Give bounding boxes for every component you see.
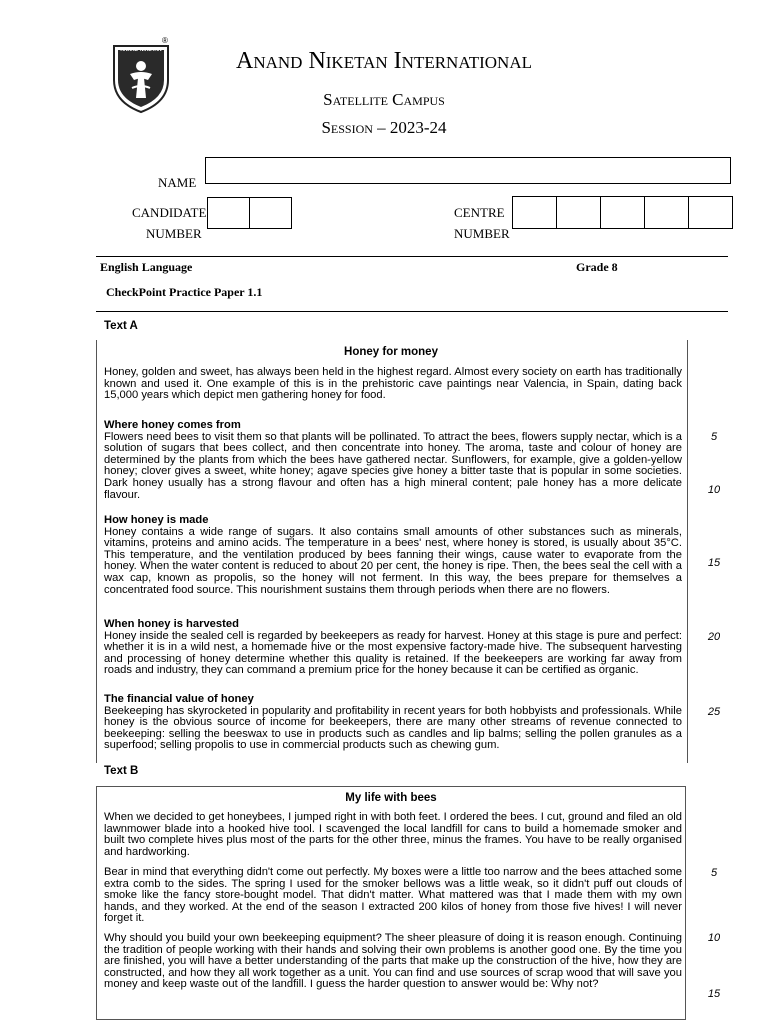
centre-number-box-2[interactable]: [556, 196, 601, 229]
text-b-label: Text B: [104, 765, 139, 777]
name-label: NAME: [158, 175, 197, 190]
grade: Grade 8: [576, 260, 618, 274]
candidate-number-box-1[interactable]: [207, 197, 250, 229]
text-a-section-2-body: Honey contains a wide range of sugars. It also contains small amounts of other substances such as minerals, vitamins, proteins and amino acids. The temperature in a bees' nest, where honey is stored, is usually about 35°C. This temperature, and the ventilation produced by bees fanning their wings, cause water to evaporate from the honey. When the water content is reduced to about 20 per cent, the honey is ripe. Then, the bees seal the cell with a wax cap, known as propolis, so the honey will not ferment. In this way, the bees prepare for themselves a concentrated food source. This nourishment sustains them through periods when there are no flowers.: [104, 525, 682, 596]
centre-number-label: NUMBER: [454, 226, 510, 241]
text-a-line-number: 20: [707, 631, 721, 643]
text-a-line-number: 5: [710, 431, 718, 443]
text-a-section-2: [104, 515, 682, 596]
text-a-section-4: [104, 694, 682, 752]
text-a-line-number: 15: [707, 557, 721, 569]
text-b-paragraph-2: Bear in mind that everything didn't come out perfectly. My boxes were a little too narrow and the bees attached some extra comb to the sides. The spring I used for the smoker bellows was a little weak, so it didn't puff out clouds of smoke like the fancy store-bought model. That didn't matter. What mattered was that I made them with my own hands, and they worked. At the end of the season I extracted 200 kilos of honey from those five hives! I will never forget it.: [104, 866, 682, 925]
text-a-section-4-heading: The financial value of honey: [104, 693, 254, 705]
text-a-section-1-heading: Where honey comes from: [104, 419, 241, 431]
text-a-section-4-body: Beekeeping has skyrocketed in popularity and profitability in recent years for both hobbyists and professionals. While honey is the obvious source of income for beekeepers, there are many other streams of revenue connected to beekeeping: selling the beeswax to use in products such as candles and lip balms; selling the pollen granules as a superfood; selling propolis to use in commercial products such as chewing gum.: [104, 704, 682, 752]
centre-number-box-5[interactable]: [688, 196, 733, 229]
text-a-section-1-body: Flowers need bees to visit them so that plants will be pollinated. To attract the bees, flowers supply nectar, which is a solution of sugars that bees collect, and then concentrate into honey. The aroma, taste and colour of honey are determined by the plants from which the bees have gathered nectar. Sunflowers, for example, give a golden-yellow honey; clover gives a sweet, white honey; agave species give honey a bitter taste that is popular in some societies. Dark honey usually has a strong flavour and often has a high mineral content; pale honey has a more delicate flavour.: [104, 430, 682, 501]
text-b-paragraph-1: When we decided to get honeybees, I jumped right in with both feet. I ordered the bees. I cut, ground and filed an old lawnmower blade into a hooked hive tool. I scavenged the local landfill for cans to build a homemade smoker and built two complete hives plus most of the parts for the other three, minus the frames. You have to be really organised and hardworking.: [104, 811, 682, 858]
registered-mark: ®: [162, 36, 168, 45]
text-a-intro: Honey, golden and sweet, has always been held in the highest regard. Almost every society on earth has traditionally known and used it. One example of this is in the prehistoric cave paintings near Valencia, in Spain, dating back 15,000 years which depict men gathering honey for food.: [104, 366, 682, 402]
text-a-line-number: 10: [707, 484, 721, 496]
centre-number-box-1[interactable]: [512, 196, 557, 229]
candidate-number-box-2[interactable]: [249, 197, 292, 229]
logo-text: ANAND NIKETAN: [120, 47, 162, 53]
text-a-section-3-heading: When honey is harvested: [104, 618, 239, 630]
centre-number-box-4[interactable]: [644, 196, 689, 229]
bottom-rule: [96, 311, 728, 312]
text-b-line-number: 5: [710, 867, 718, 879]
centre-number-box-3[interactable]: [600, 196, 645, 229]
subject: English Language: [100, 260, 193, 274]
session: Session – 2023-24: [321, 118, 447, 137]
text-a-label: Text A: [104, 320, 138, 332]
text-a-line-number: 25: [707, 706, 721, 718]
text-a-section-3: [104, 619, 682, 677]
school-name: Anand Niketan International: [236, 48, 532, 74]
text-b-line-number: 10: [707, 932, 721, 944]
text-a-title: Honey for money: [344, 346, 438, 358]
paper-title: CheckPoint Practice Paper 1.1: [106, 285, 263, 299]
candidate-label: CANDIDATE: [132, 205, 207, 220]
text-b-line-number: 15: [707, 988, 721, 1000]
top-rule: [96, 256, 728, 257]
centre-label: CENTRE: [454, 205, 505, 220]
text-a-section-2-heading: How honey is made: [104, 514, 209, 526]
candidate-number-label: NUMBER: [146, 226, 202, 241]
text-b-title: My life with bees: [345, 792, 437, 804]
campus-name: Satellite Campus: [323, 90, 445, 109]
text-a-section-3-body: Honey inside the sealed cell is regarded by beekeepers as ready for harvest. Honey at this stage is pure and perfect: whether it is in a wild nest, a homemade hive or the most expensive factory-made hive. The subsequent harvesting and processing of honey determine whether this quality is retained. If the beekeepers are working far away from roads and industry, they can command a premium price for the honey because it can be certified as organic.: [104, 629, 682, 677]
text-a-section-1: [104, 420, 682, 501]
text-b-paragraph-3: Why should you build your own beekeeping equipment? The sheer pleasure of doing it is reason enough. Continuing the tradition of people working with their hands and solving their own problems is another good one. By the time you are finished, you will have a better understanding of the parts that make up the construction of the hive, how they are constructed, and how they all work together as a unit. You can find and use sources of scrap wood that will save you money and keep waste out of the landfill. I guess the harder question to answer would be: Why not?: [104, 932, 682, 991]
name-field[interactable]: [205, 157, 731, 184]
